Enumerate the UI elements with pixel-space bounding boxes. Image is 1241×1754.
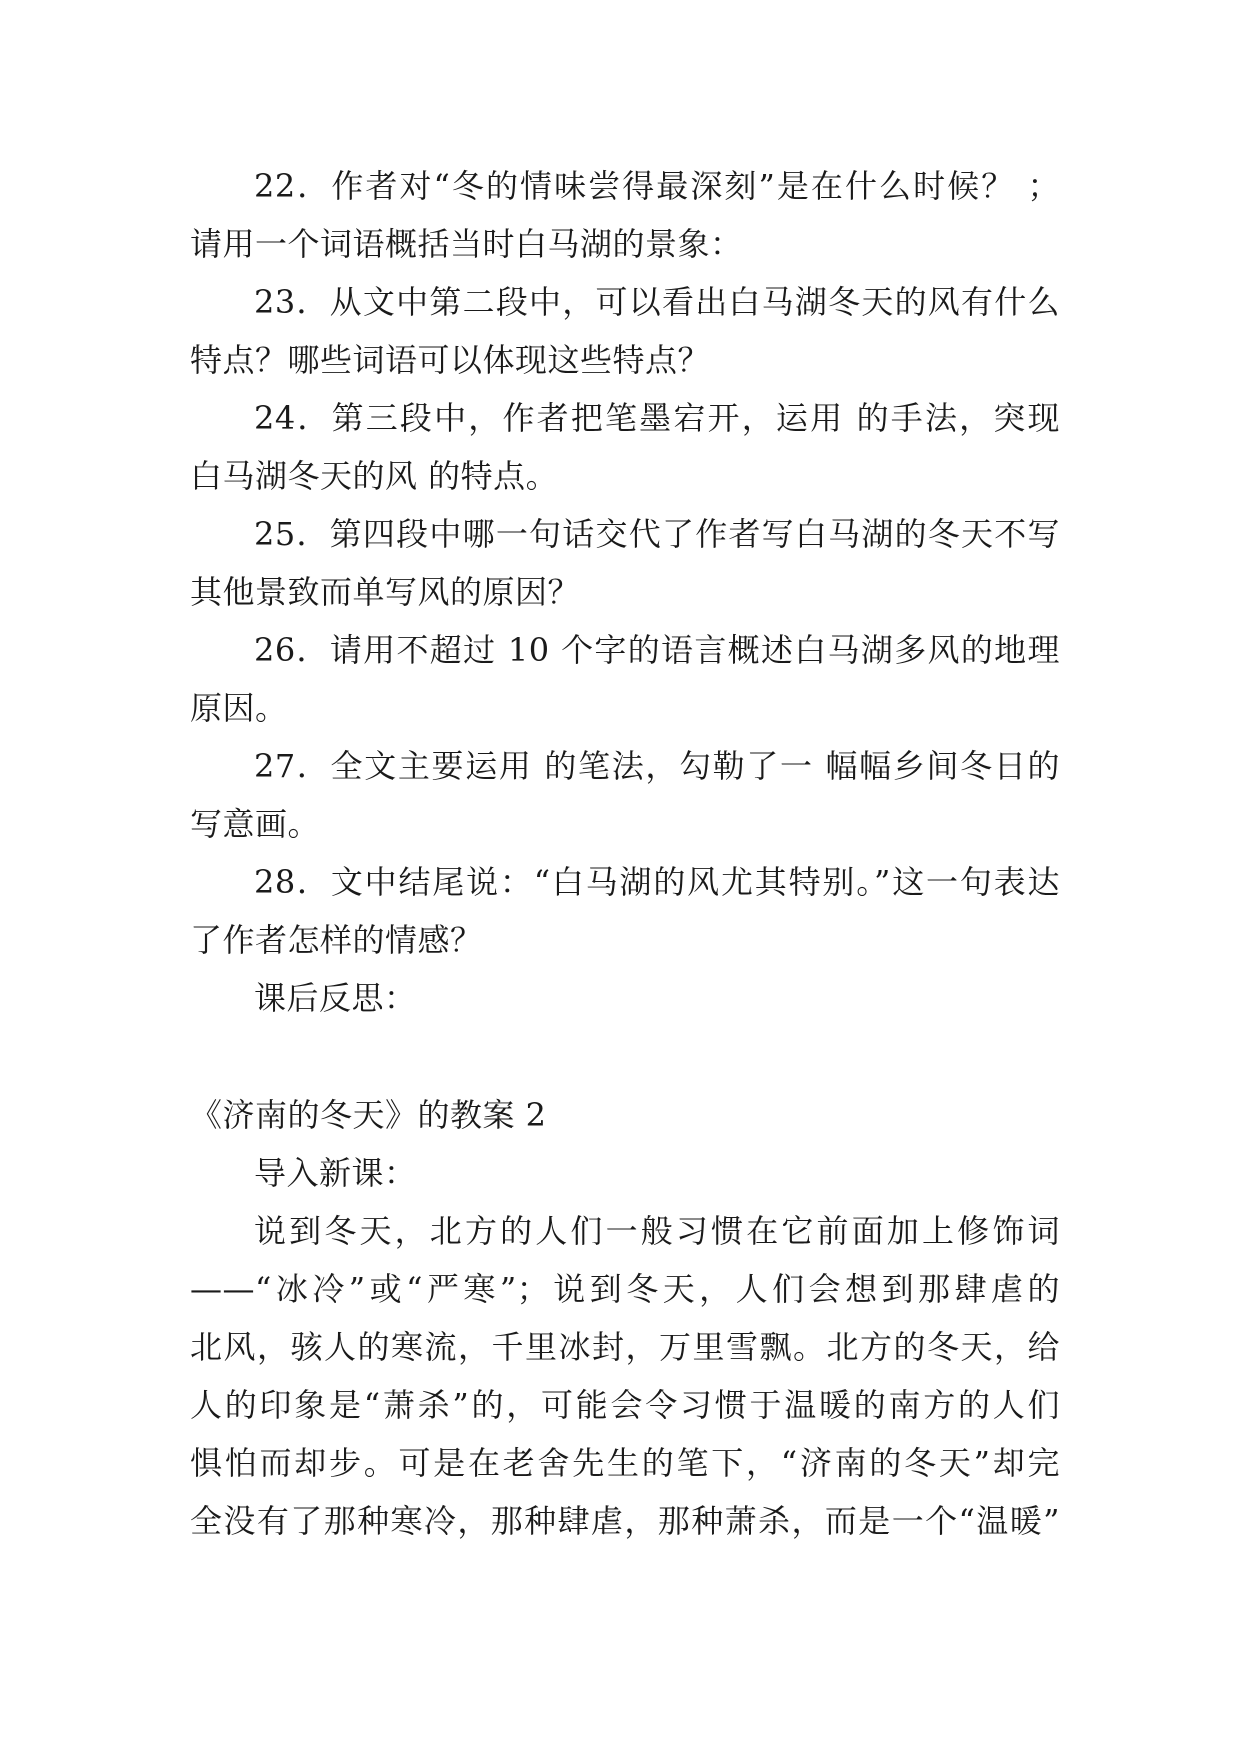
question-26-line-1: 26．请用不超过 10 个字的语言概述白马湖多风的地理	[254, 631, 1060, 669]
paragraph-line-3: 北风，骇人的寒流，千里冰封，万里雪飘。北方的冬天，给	[190, 1328, 1060, 1366]
paragraph-line-6: 全没有了那种寒冷，那种肆虐，那种萧杀，而是一个“温暖”	[190, 1502, 1060, 1540]
reflection-label: 课后反思：	[254, 979, 417, 1017]
question-28-line-2: 了作者怎样的情感？	[190, 921, 483, 959]
question-25-line-2: 其他景致而单写风的原因？	[190, 573, 581, 611]
question-28-line-1: 28．文中结尾说：“白马湖的风尤其特别。”这一句表达	[254, 863, 1060, 901]
question-27-line-1: 27．全文主要运用 的笔法，勾勒了一 幅幅乡间冬日的	[254, 747, 1060, 785]
paragraph-line-2: ——“冰冷”或“严寒”；说到冬天，人们会想到那肆虐的	[190, 1270, 1060, 1308]
question-23-line-1: 23．从文中第二段中，可以看出白马湖冬天的风有什么	[254, 283, 1060, 321]
section-title: 《济南的冬天》的教案 2	[190, 1096, 547, 1134]
paragraph-line-1: 说到冬天，北方的人们一般习惯在它前面加上修饰词	[254, 1212, 1060, 1250]
paragraph-line-5: 惧怕而却步。可是在老舍先生的笔下，“济南的冬天”却完	[190, 1444, 1060, 1482]
question-24-line-2: 白马湖冬天的风 的特点。	[190, 457, 559, 495]
intro-heading: 导入新课：	[254, 1154, 417, 1192]
question-26-line-2: 原因。	[190, 689, 288, 727]
question-24-line-1: 24．第三段中，作者把笔墨宕开，运用 的手法，突现	[254, 399, 1060, 437]
question-27-line-2: 写意画。	[190, 805, 321, 843]
question-23-line-2: 特点？哪些词语可以体现这些特点？	[190, 341, 711, 379]
question-22-line-2: 请用一个词语概括当时白马湖的景象：	[190, 225, 743, 263]
question-25-line-1: 25．第四段中哪一句话交代了作者写白马湖的冬天不写	[254, 515, 1060, 553]
question-22-line-1: 22．作者对“冬的情味尝得最深刻”是在什么时候？ ；	[254, 167, 1060, 205]
paragraph-line-4: 人的印象是“萧杀”的，可能会令习惯于温暖的南方的人们	[190, 1386, 1060, 1424]
